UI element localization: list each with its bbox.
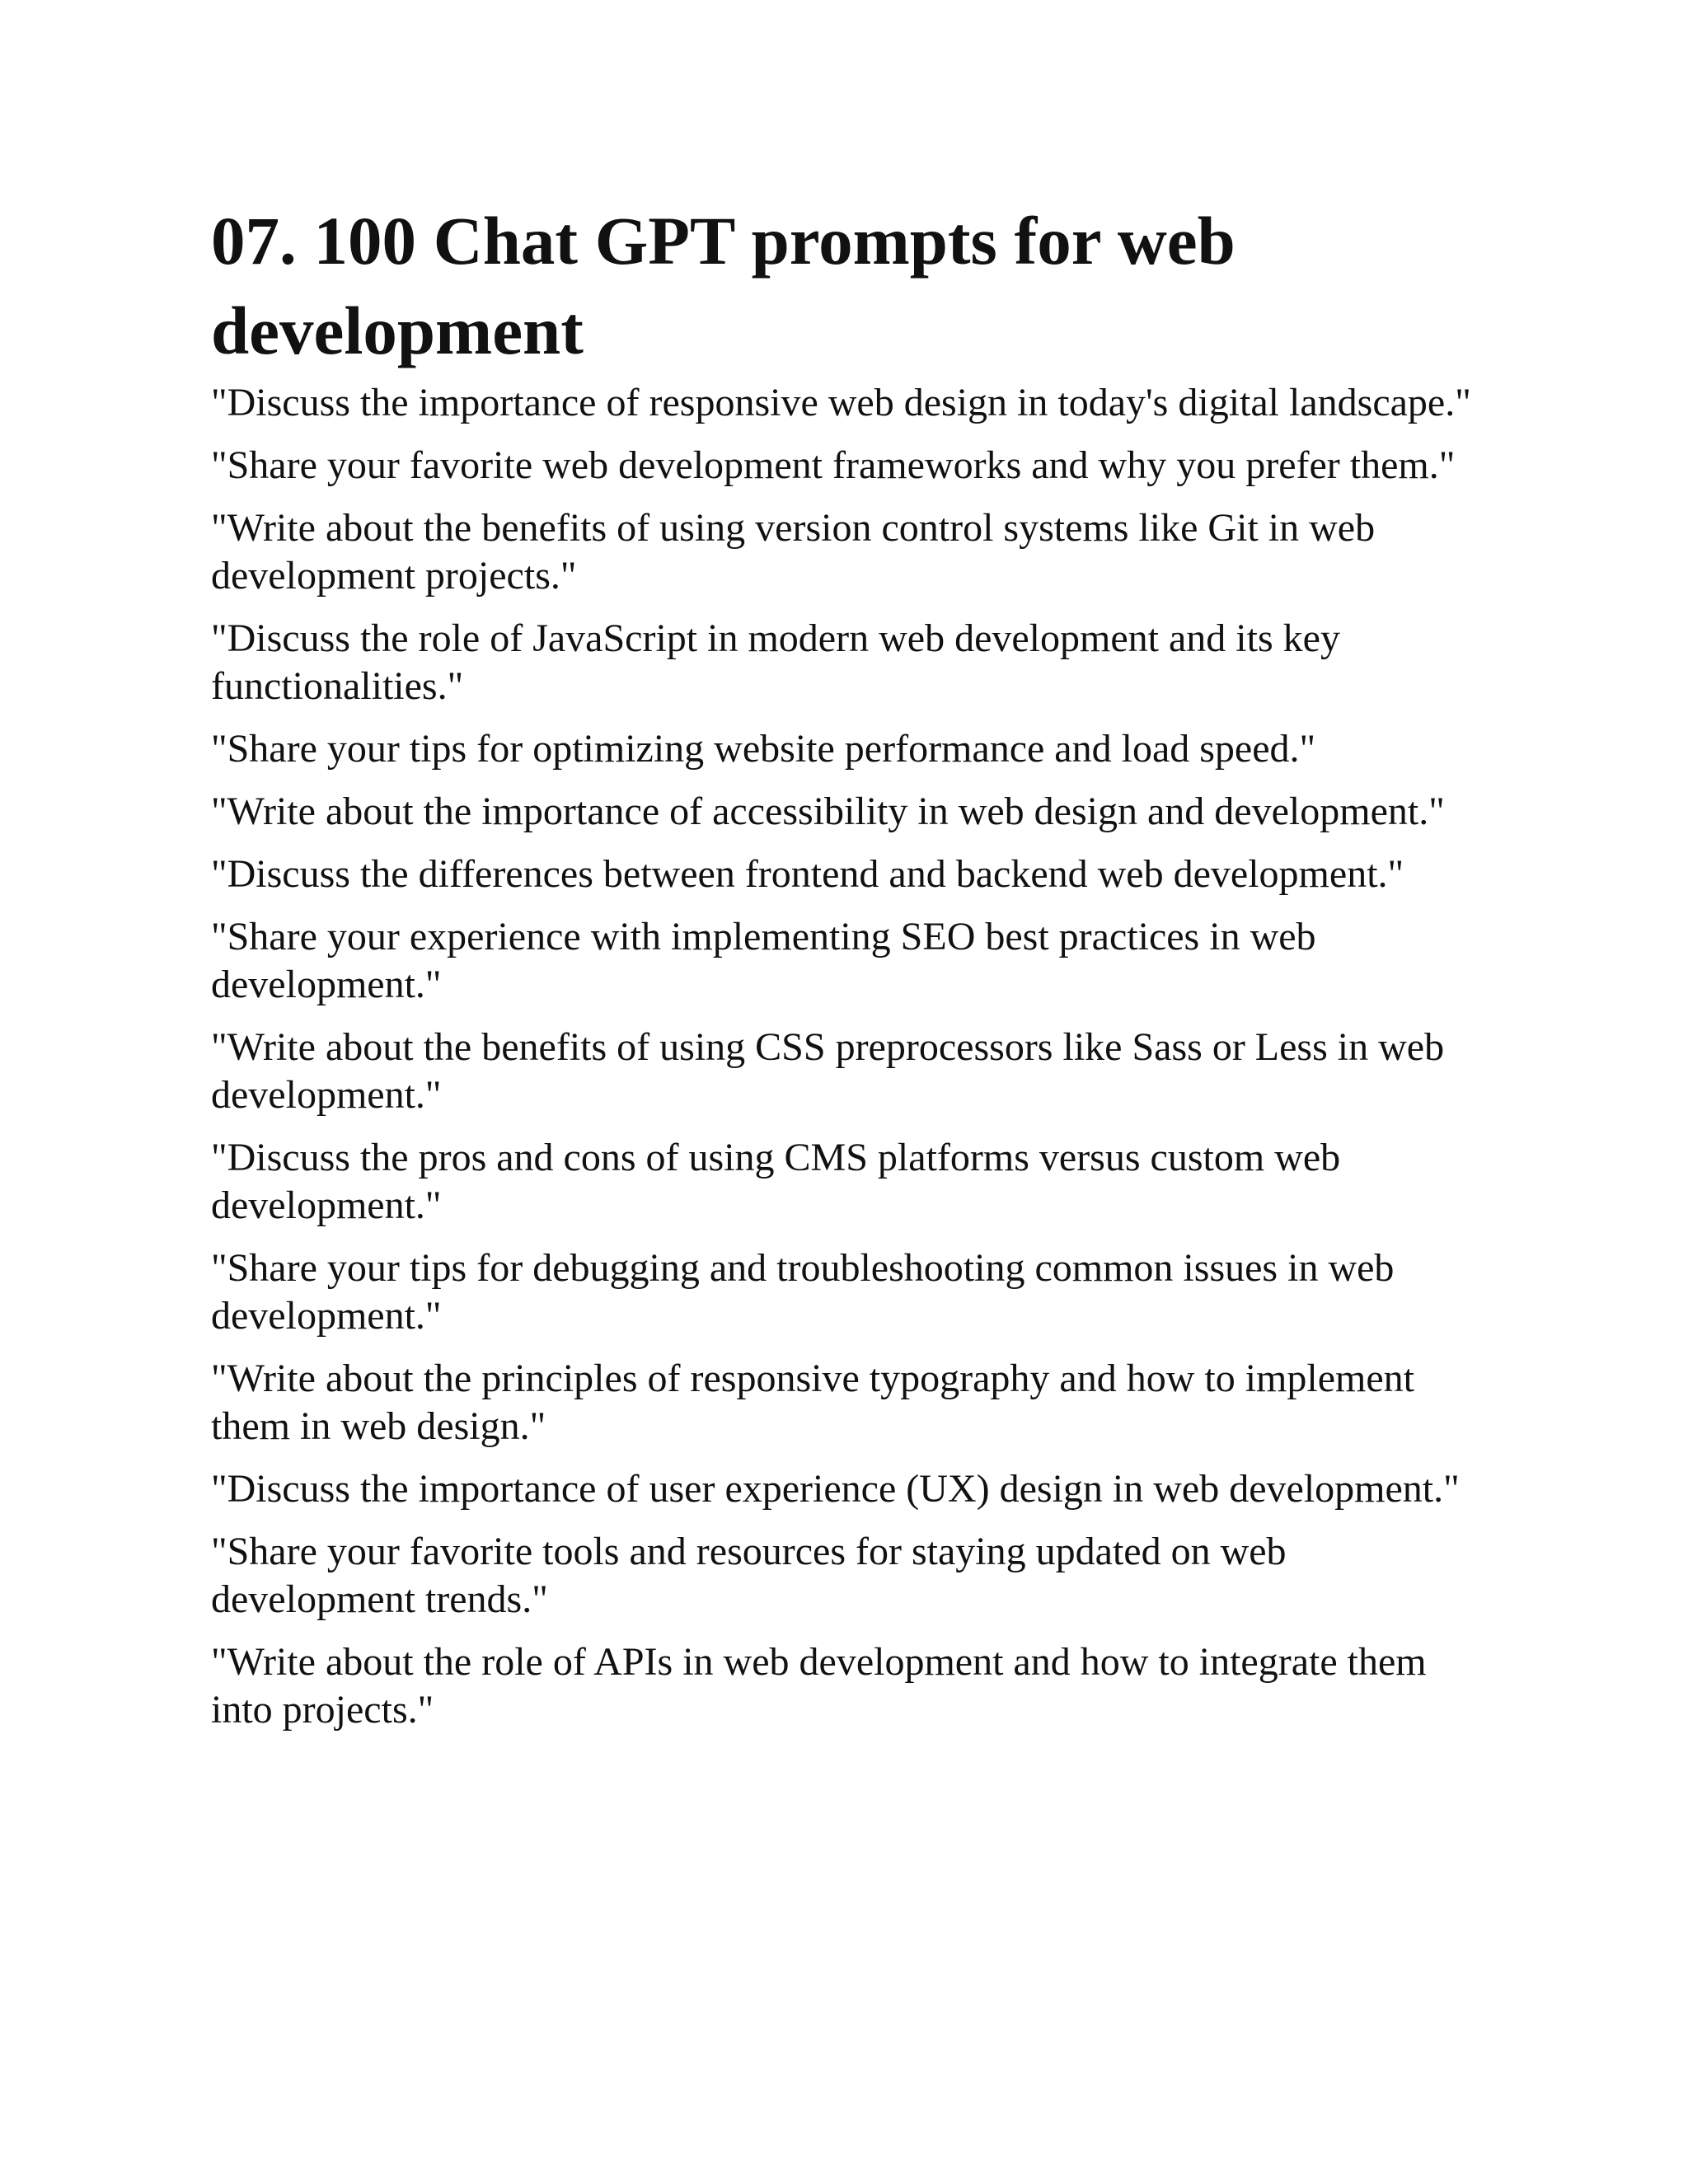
prompt-item: "Write about the principles of responsive typography and how to implement them in web design." [211,1357,1414,1448]
prompt-item: "Discuss the differences between frontend and backend web development." [211,852,1404,896]
prompt-item: "Discuss the importance of user experience (UX) design in web development." [211,1467,1460,1511]
prompt-item: "Share your experience with implementing SEO best practices in web development." [211,915,1316,1006]
prompt-list [211,379,1497,1734]
prompt-item: "Share your tips for optimizing website performance and load speed." [211,727,1316,771]
prompt-item: "Write about the importance of accessibility in web design and development." [211,790,1445,833]
prompt-item: "Share your tips for debugging and troubleshooting common issues in web development." [211,1246,1395,1338]
prompt-item: "Write about the benefits of using version control systems like Git in web development projects." [211,506,1376,598]
prompt-item: "Discuss the role of JavaScript in modern web development and its key functionalities." [211,616,1340,708]
prompt-item: "Share your favorite tools and resources for staying updated on web development trends." [211,1530,1287,1621]
prompt-item: "Write about the benefits of using CSS preprocessors like Sass or Less in web development." [211,1025,1445,1117]
prompt-item: "Write about the role of APIs in web development and how to integrate them into projects." [211,1640,1427,1732]
prompt-item: "Share your favorite web development frameworks and why you prefer them." [211,443,1456,487]
prompt-item: "Discuss the importance of responsive web design in today's digital landscape." [211,381,1471,424]
page-title: 07. 100 Chat GPT prompts for web development [211,203,1236,368]
document-page [211,196,1497,1749]
prompt-item: "Discuss the pros and cons of using CMS platforms versus custom web development." [211,1136,1341,1227]
